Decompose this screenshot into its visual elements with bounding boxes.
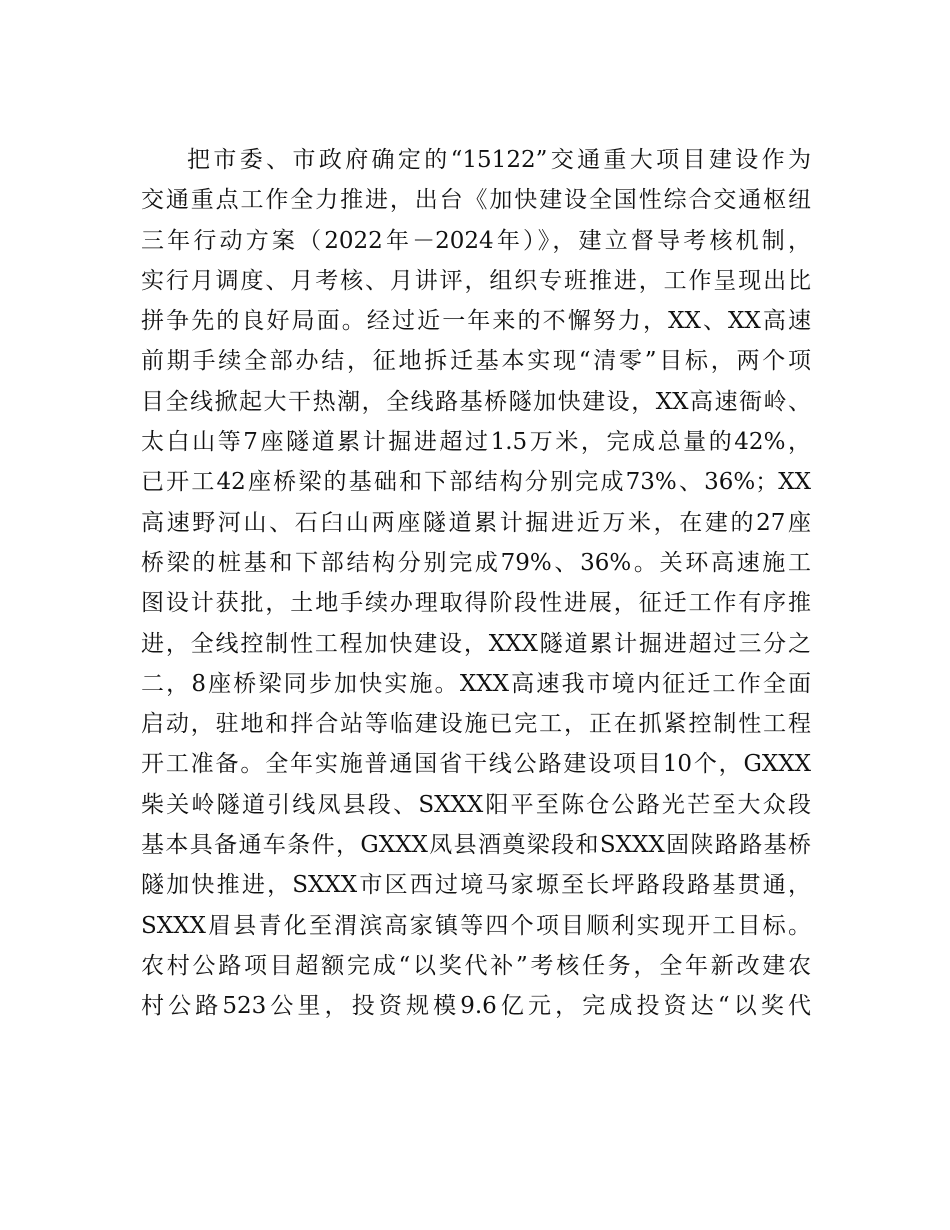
text-line: 村公路523公里，投资规模9.6亿元，完成投资达“以奖代 [141,993,811,1020]
text-line: 二，8座桥梁同步加快实施。XXX高速我市境内征迁工作全面 [141,670,811,697]
text-line: 目全线掀起大干热潮，全线路基桥隧加快建设，XX高速衙岭、 [141,388,811,415]
text-line: 把市委、市政府确定的“15122”交通重大项目建设作为 [187,147,811,173]
text-line: 拼争先的良好局面。经过近一年来的不懈努力，XX、XX高速 [141,308,811,335]
text-line: 前期手续全部办结，征地拆迁基本实现“清零”目标，两个项 [141,348,811,375]
text-line: 柴关岭隧道引线凤县段、SXXX阳平至陈仓公路光芒至大众段 [141,791,811,818]
text-line: 图设计获批，土地手续办理取得阶段性进展，征迁工作有序推 [141,590,811,617]
text-line: 启动，驻地和拌合站等临建设施已完工，正在抓紧控制性工程 [141,711,811,738]
text-line: 太白山等7座隧道累计掘进超过1.5万米，完成总量的42%， [141,429,811,456]
text-line: 基本具备通车条件，GXXX凤县酒奠梁段和SXXX固陕路路基桥 [141,832,811,859]
text-line: SXXX眉县青化至渭滨高家镇等四个项目顺利实现开工目标。 [141,912,811,939]
text-line: 已开工42座桥梁的基础和下部结构分别完成73%、36%；XX [141,469,811,496]
text-line: 实行月调度、月考核、月讲评，组织专班推进，工作呈现出比 [141,267,811,294]
text-line: 隧加快推进，SXXX市区西过境马家塬至长坪路段路基贯通， [141,872,811,899]
text-line: 桥梁的桩基和下部结构分别完成79%、36%。关环高速施工 [141,549,811,576]
text-line: 进，全线控制性工程加快建设，XXX隧道累计掘进超过三分之 [141,630,811,657]
text-line: 三年行动方案（2022年－2024年）》，建立督导考核机制， [141,227,811,254]
text-line: 交通重点工作全力推进，出台《加快建设全国性综合交通枢纽 [141,187,811,214]
text-line: 农村公路项目超额完成“以奖代补”考核任务，全年新改建农 [141,952,811,979]
body-paragraph [141,140,811,1027]
text-line: 高速野河山、石臼山两座隧道累计掘进近万米，在建的27座 [141,509,811,536]
text-line: 开工准备。全年实施普通国省干线公路建设项目10个，GXXX [141,751,811,778]
